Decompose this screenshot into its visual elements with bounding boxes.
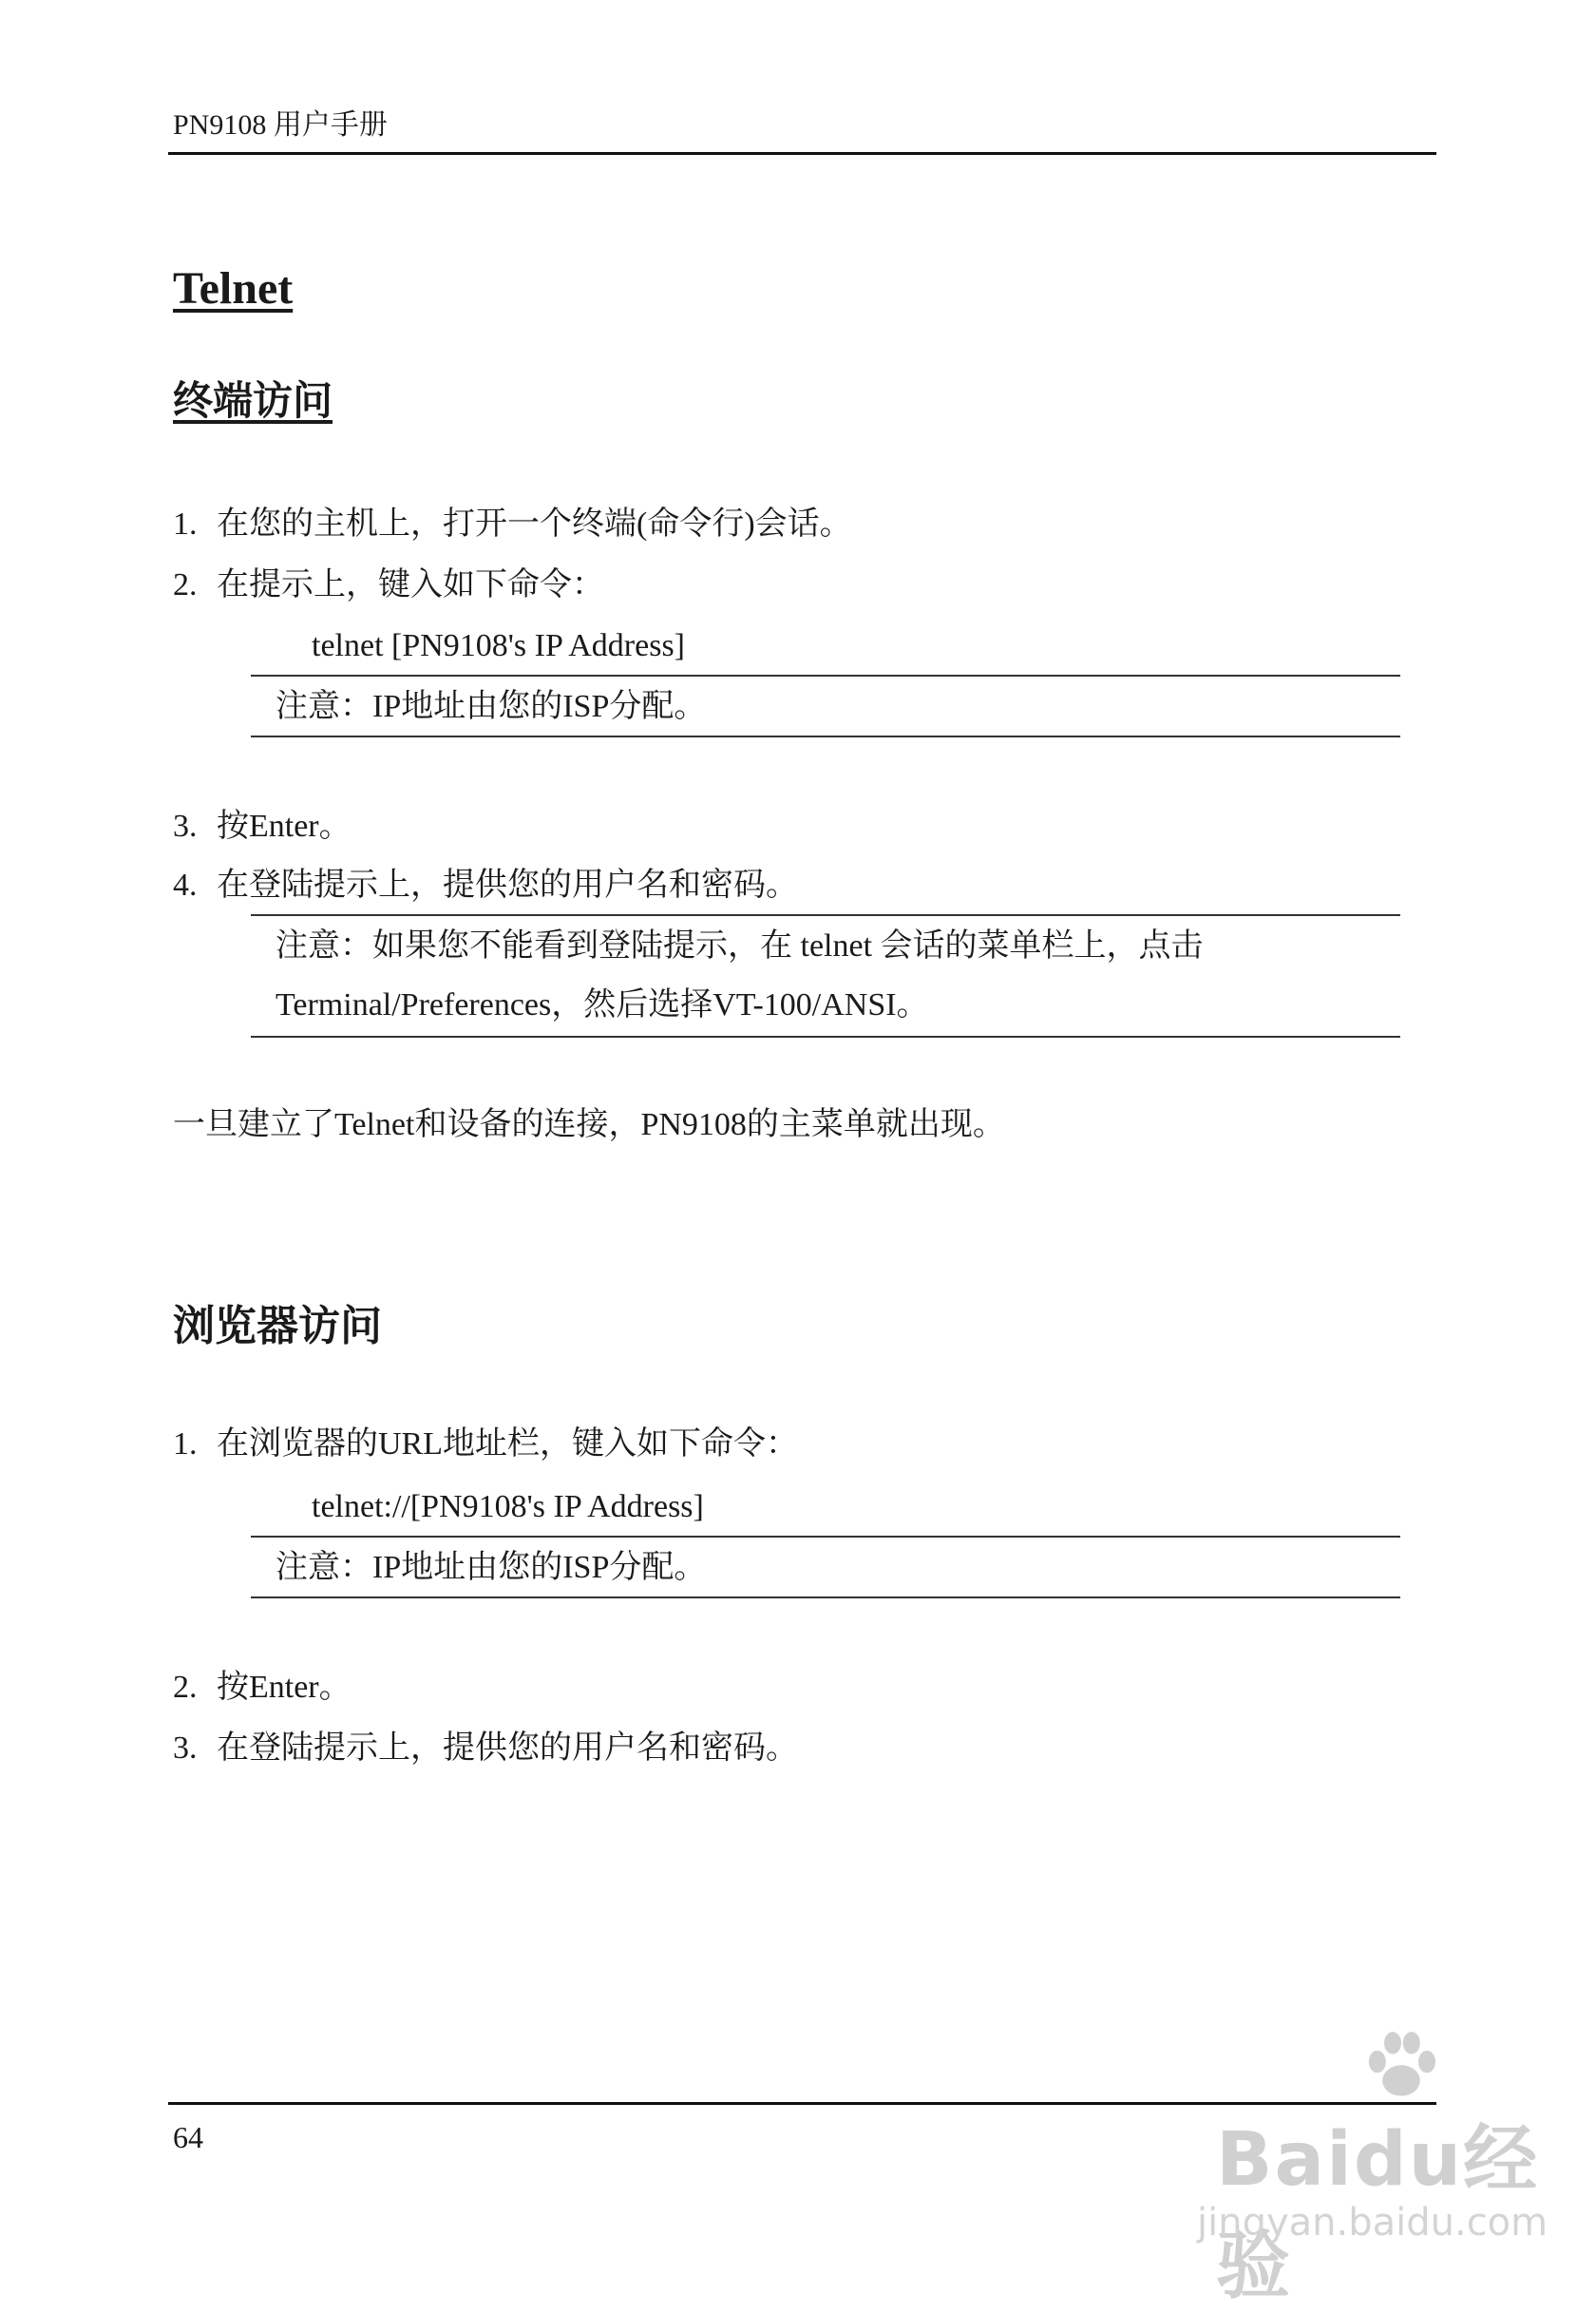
paw-icon (1358, 2024, 1444, 2110)
list-item (173, 1730, 798, 1768)
watermark (1102, 2015, 1596, 2309)
list-number: 2. (173, 1670, 198, 1705)
section-title-telnet: Telnet (173, 263, 294, 314)
note-rule-bottom (251, 1596, 1400, 1598)
note-text: Terminal/Preferences，然后选择VT-100/ANSI。 (276, 987, 929, 1023)
note-text: 注意：IP地址由您的ISP分配。 (276, 1550, 707, 1585)
list-text: 在登陆提示上，提供您的用户名和密码。 (217, 1730, 798, 1766)
page-number: 64 (173, 2120, 203, 2154)
list-text: 按Enter。 (217, 1670, 352, 1705)
list-number: 1. (173, 1426, 198, 1462)
command-text: telnet://[PN9108's IP Address] (312, 1489, 704, 1524)
header-rule (168, 152, 1436, 155)
note-rule-top (251, 914, 1400, 916)
note-text: 注意：如果您不能看到登陆提示，在 telnet 会话的菜单栏上，点击 (276, 928, 1204, 964)
list-text: 在提示上，键入如下命令： (217, 567, 604, 602)
list-item (173, 566, 604, 604)
list-item (173, 506, 852, 544)
list-text: 在登陆提示上，提供您的用户名和密码。 (217, 868, 798, 903)
note-rule-bottom (251, 736, 1400, 737)
command-text: telnet [PN9108's IP Address] (312, 628, 686, 663)
list-text: 在浏览器的URL地址栏，键入如下命令： (217, 1426, 798, 1462)
watermark-logo: Baidu经验 (1216, 2117, 1540, 2309)
list-text: 在您的主机上，打开一个终端(命令行)会话。 (217, 507, 852, 542)
list-item (173, 867, 798, 905)
note-rule-top (251, 675, 1400, 677)
list-number: 2. (173, 567, 198, 602)
list-item (173, 1669, 352, 1707)
note-text: 注意：IP地址由您的ISP分配。 (276, 689, 707, 724)
paragraph: 一旦建立了Telnet和设备的连接，PN9108的主菜单就出现。 (173, 1107, 1005, 1142)
watermark-url: jingyan.baidu.com (1197, 2201, 1548, 2245)
list-number: 4. (173, 868, 198, 903)
list-number: 1. (173, 507, 198, 542)
section-title-browser: 浏览器访问 (173, 1303, 382, 1349)
section-subtitle-terminal: 终端访问 (173, 380, 333, 424)
list-item (173, 1425, 798, 1463)
note-rule-bottom (251, 1036, 1400, 1038)
list-number: 3. (173, 1730, 198, 1766)
header-title: PN9108 用户手册 (173, 109, 388, 141)
list-item (173, 808, 352, 846)
list-number: 3. (173, 809, 198, 844)
list-text: 按Enter。 (217, 809, 352, 844)
note-rule-top (251, 1536, 1400, 1538)
